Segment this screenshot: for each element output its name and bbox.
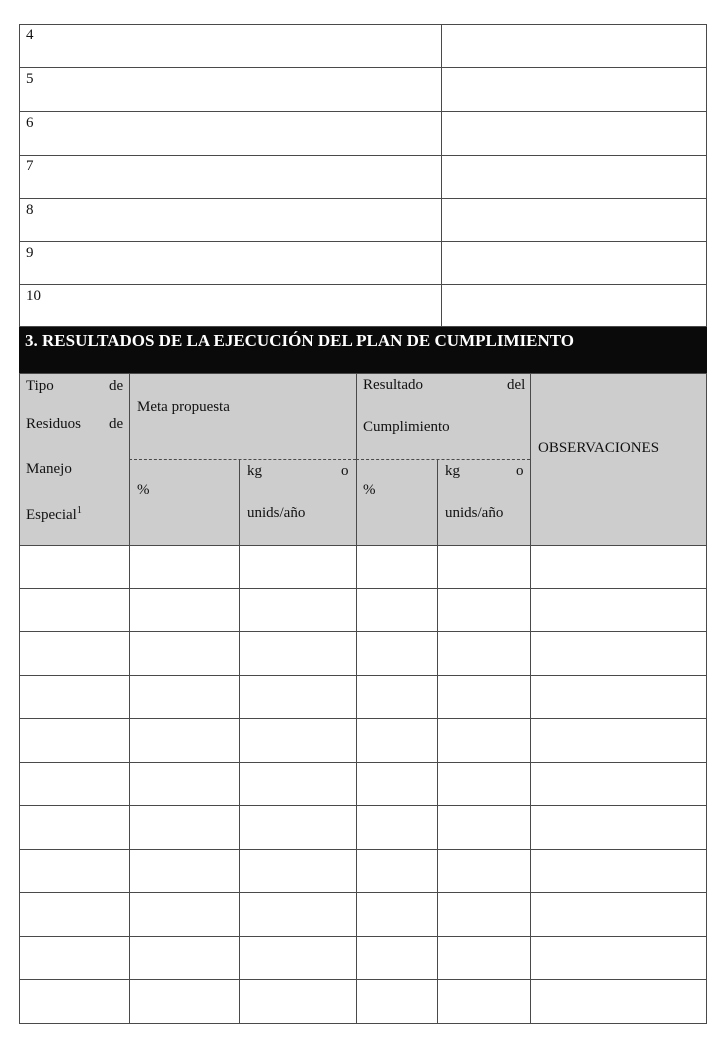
subheader-percent: % [137, 482, 150, 498]
row-number: 7 [26, 158, 34, 174]
table-row [19, 805, 707, 806]
header-observaciones: OBSERVACIONES [538, 440, 660, 456]
row-number: 5 [26, 71, 34, 87]
header-resultado-word: Resultado [363, 377, 423, 393]
row-number: 9 [26, 245, 34, 261]
subheader-percent: % [363, 482, 376, 498]
footnote-marker: 1 [76, 505, 82, 516]
table-row [19, 849, 707, 850]
header-tipo-word: Manejo [26, 461, 72, 477]
header-subdivider [129, 459, 356, 460]
row-divider [19, 67, 707, 68]
row-divider [19, 241, 707, 242]
table-row [19, 588, 707, 589]
row-number: 4 [26, 27, 34, 43]
row-number: 6 [26, 115, 34, 131]
row-divider [19, 284, 707, 285]
section-title: 3. RESULTADOS DE LA EJECUCIÓN DEL PLAN DE CUMPLIMIENTO [19, 327, 707, 373]
header-tipo-especial: Especial [26, 507, 77, 523]
table-row [19, 892, 707, 893]
table-row [19, 718, 707, 719]
column-divider [239, 459, 240, 1024]
header-tipo-word: de [109, 416, 124, 432]
column-divider [441, 24, 442, 327]
row-divider [19, 155, 707, 156]
header-resultado-word: del [507, 377, 526, 393]
column-divider [530, 373, 531, 1024]
header-tipo-word: Tipo [26, 378, 54, 394]
row-number: 10 [26, 288, 41, 304]
table-row [19, 631, 707, 632]
row-number: 8 [26, 202, 34, 218]
numbered-rows-table [19, 24, 707, 327]
row-divider [19, 111, 707, 112]
subheader-kg-word: unids/año [445, 505, 504, 521]
header-bottom-line [19, 545, 707, 546]
header-tipo-word [26, 503, 82, 523]
header-tipo-word: de [109, 378, 124, 394]
header-meta-propuesta: Meta propuesta [137, 399, 230, 415]
header-subdivider [356, 459, 530, 460]
header-resultado-word: Cumplimiento [363, 419, 450, 435]
column-divider [356, 373, 357, 1024]
header-tipo-word: Residuos [26, 416, 82, 432]
row-divider [19, 198, 707, 199]
column-divider [129, 373, 130, 1024]
subheader-kg-word: kg [445, 463, 460, 479]
results-table [19, 373, 707, 1024]
table-row [19, 762, 707, 763]
subheader-kg-word: kg [247, 463, 262, 479]
table-row [19, 936, 707, 937]
column-divider [437, 459, 438, 1024]
table-row [19, 675, 707, 676]
subheader-kg-word: unids/año [247, 505, 306, 521]
table-row [19, 979, 707, 980]
subheader-kg-word: o [516, 463, 524, 479]
subheader-kg-word: o [341, 463, 349, 479]
